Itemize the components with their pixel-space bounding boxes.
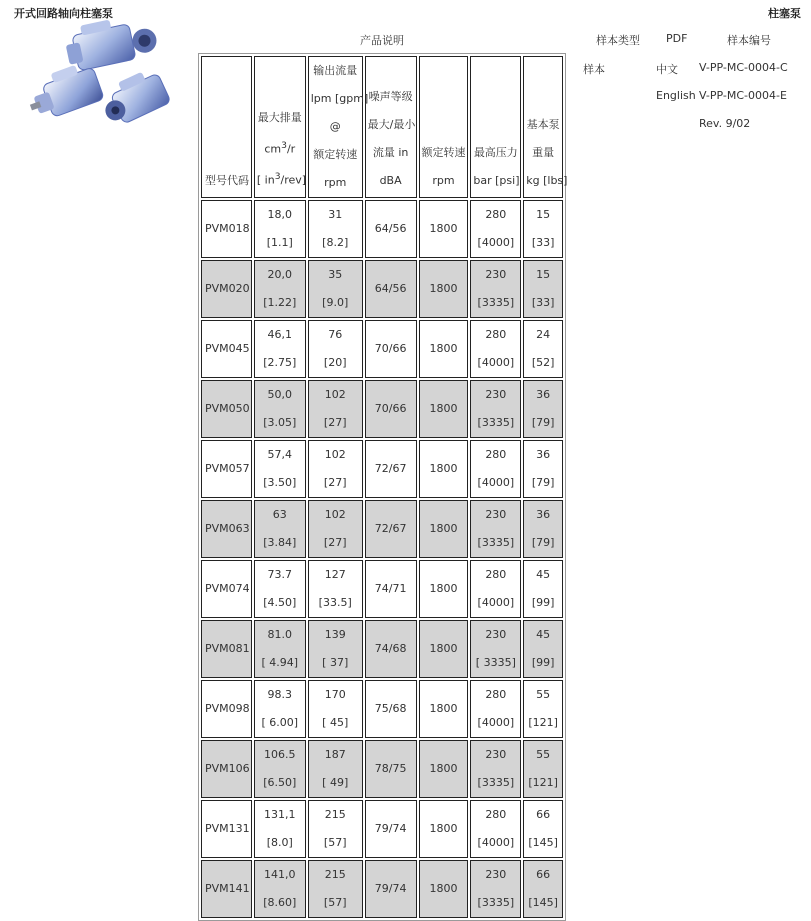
cell-displacement-value: [3.05] bbox=[263, 416, 297, 429]
cell-pressure-value: [4000] bbox=[477, 476, 515, 489]
cell-model-value: PVM045 bbox=[205, 342, 250, 355]
cell-weight bbox=[523, 860, 563, 918]
cell-speed bbox=[419, 380, 469, 438]
cell-displacement-value: [4.50] bbox=[263, 596, 297, 609]
cell-speed bbox=[419, 680, 469, 738]
cell-flow bbox=[308, 800, 363, 858]
cell-flow-value: 139 bbox=[324, 628, 346, 641]
cell-pressure-value: 280 bbox=[485, 208, 507, 221]
page-title: 开式回路轴向柱塞泵 bbox=[14, 7, 113, 20]
spec-table bbox=[198, 53, 566, 921]
cell-pressure bbox=[470, 740, 521, 798]
cell-model-value: PVM141 bbox=[205, 882, 250, 895]
col-header-pressure: 最高压力 bar [psi] bbox=[470, 56, 521, 198]
cell-displacement-value: [2.75] bbox=[263, 356, 297, 369]
cell-weight bbox=[523, 800, 563, 858]
cell-noise bbox=[365, 860, 417, 918]
cell-flow-value: [27] bbox=[323, 476, 347, 489]
cell-flow-value: [57] bbox=[323, 896, 347, 909]
cell-pressure-value: 230 bbox=[485, 268, 507, 281]
cell-model-value: PVM018 bbox=[205, 222, 250, 235]
cell-weight-value: 55 bbox=[536, 688, 551, 701]
cell-noise-value: 70/66 bbox=[374, 402, 407, 415]
cell-weight-value: [79] bbox=[531, 536, 555, 549]
cell-weight-value: 66 bbox=[536, 808, 551, 821]
cell-flow-value: 127 bbox=[324, 568, 346, 581]
cell-noise bbox=[365, 500, 417, 558]
cell-displacement bbox=[254, 260, 306, 318]
cell-weight-value: 66 bbox=[536, 868, 551, 881]
cell-noise bbox=[365, 680, 417, 738]
cell-weight-value: 15 bbox=[536, 208, 551, 221]
cell-model-value: PVM063 bbox=[205, 522, 250, 535]
table-row bbox=[201, 800, 563, 858]
cell-pressure bbox=[470, 680, 521, 738]
cell-weight bbox=[523, 620, 563, 678]
col-header-displacement: 最大排量 $cm^3/r$ [ $in^3/rev$] bbox=[254, 56, 306, 198]
cell-flow-value: [57] bbox=[323, 836, 347, 849]
cell-flow-value: 102 bbox=[324, 508, 346, 521]
table-row bbox=[201, 680, 563, 738]
cell-pressure bbox=[470, 500, 521, 558]
cell-displacement bbox=[254, 500, 306, 558]
cell-flow-value: 215 bbox=[324, 808, 346, 821]
cell-noise-value: 72/67 bbox=[374, 522, 407, 535]
cell-noise bbox=[365, 740, 417, 798]
cell-pressure-value: 280 bbox=[485, 568, 507, 581]
cell-weight bbox=[523, 200, 563, 258]
cell-model bbox=[201, 740, 252, 798]
table-row bbox=[201, 560, 563, 618]
cell-noise bbox=[365, 200, 417, 258]
cell-noise bbox=[365, 800, 417, 858]
cell-speed bbox=[419, 800, 469, 858]
cell-flow-value: [ 45] bbox=[322, 716, 349, 729]
cell-displacement-value: 98.3 bbox=[267, 688, 293, 701]
cell-displacement-value: 63 bbox=[272, 508, 287, 521]
cell-speed-value: 1800 bbox=[429, 522, 458, 535]
cell-displacement bbox=[254, 680, 306, 738]
cell-speed-value: 1800 bbox=[429, 222, 458, 235]
cell-model-value: PVM020 bbox=[205, 282, 250, 295]
table-row bbox=[201, 200, 563, 258]
cell-model bbox=[201, 260, 252, 318]
cell-speed bbox=[419, 440, 469, 498]
cell-weight bbox=[523, 440, 563, 498]
cell-pressure bbox=[470, 560, 521, 618]
cell-weight-value: [33] bbox=[531, 236, 555, 249]
info-chinese-link[interactable]: 中文 bbox=[656, 63, 678, 76]
cell-speed-value: 1800 bbox=[429, 342, 458, 355]
col-header-weight: 基本泵 重量 kg [lbs] bbox=[523, 56, 563, 198]
table-row bbox=[201, 440, 563, 498]
cell-displacement-value: 50,0 bbox=[267, 388, 293, 401]
cell-displacement-value: [3.84] bbox=[263, 536, 297, 549]
cell-weight-value: 45 bbox=[536, 628, 551, 641]
table-row bbox=[201, 620, 563, 678]
cell-pressure-value: 230 bbox=[485, 748, 507, 761]
category-title: 柱塞泵 bbox=[768, 7, 801, 20]
table-caption: 产品说明 bbox=[360, 34, 404, 47]
cell-flow-value: 35 bbox=[328, 268, 343, 281]
cell-flow-value: [27] bbox=[323, 536, 347, 549]
col-header-noise: 噪声等级 最大/最小 流量 in dBA bbox=[365, 56, 417, 198]
table-row bbox=[201, 740, 563, 798]
cell-pressure-value: 280 bbox=[485, 328, 507, 341]
cell-flow-value: [20] bbox=[323, 356, 347, 369]
cell-model-value: PVM074 bbox=[205, 582, 250, 595]
cell-pressure bbox=[470, 380, 521, 438]
info-type-value: 样本 bbox=[583, 63, 605, 76]
cell-weight-value: [145] bbox=[528, 896, 558, 909]
cell-displacement bbox=[254, 740, 306, 798]
cell-noise-value: 72/67 bbox=[374, 462, 407, 475]
cell-noise bbox=[365, 560, 417, 618]
cell-flow bbox=[308, 380, 363, 438]
cell-pressure-value: [3335] bbox=[477, 416, 515, 429]
table-row bbox=[201, 860, 563, 918]
cell-noise-value: 64/56 bbox=[374, 222, 407, 235]
cell-pressure bbox=[470, 860, 521, 918]
cell-speed bbox=[419, 320, 469, 378]
cell-model bbox=[201, 680, 252, 738]
cell-model-value: PVM106 bbox=[205, 762, 250, 775]
cell-speed-value: 1800 bbox=[429, 462, 458, 475]
cell-displacement-value: 57,4 bbox=[267, 448, 293, 461]
cell-displacement-value: [ 6.00] bbox=[261, 716, 299, 729]
cell-displacement-value: 18,0 bbox=[267, 208, 293, 221]
cell-speed-value: 1800 bbox=[429, 822, 458, 835]
cell-speed-value: 1800 bbox=[429, 282, 458, 295]
cell-model-value: PVM050 bbox=[205, 402, 250, 415]
cell-pressure bbox=[470, 800, 521, 858]
info-type-header: 样本类型 bbox=[596, 34, 640, 47]
cell-pressure bbox=[470, 200, 521, 258]
cell-flow-value: 170 bbox=[324, 688, 346, 701]
cell-pressure-value: 230 bbox=[485, 868, 507, 881]
cell-displacement bbox=[254, 560, 306, 618]
info-chinese-number: V-PP-MC-0004-C bbox=[699, 61, 788, 74]
cell-weight-value: [79] bbox=[531, 476, 555, 489]
cell-pressure bbox=[470, 320, 521, 378]
cell-noise-value: 75/68 bbox=[374, 702, 407, 715]
col-header-speed: 额定转速 rpm bbox=[419, 56, 469, 198]
cell-weight bbox=[523, 380, 563, 438]
col-header-flow: 输出流量 lpm [gpm] @ 额定转速 rpm bbox=[308, 56, 363, 198]
cell-pressure-value: [3335] bbox=[477, 776, 515, 789]
cell-speed-value: 1800 bbox=[429, 762, 458, 775]
col-header-model: 型号代码 bbox=[201, 56, 252, 198]
cell-flow-value: [ 49] bbox=[322, 776, 349, 789]
cell-model bbox=[201, 500, 252, 558]
cell-pressure-value: 230 bbox=[485, 628, 507, 641]
cell-model bbox=[201, 440, 252, 498]
cell-flow bbox=[308, 260, 363, 318]
cell-flow-value: [ 37] bbox=[322, 656, 349, 669]
cell-flow bbox=[308, 500, 363, 558]
cell-displacement-value: [3.50] bbox=[263, 476, 297, 489]
cell-weight-value: 36 bbox=[536, 388, 551, 401]
cell-weight bbox=[523, 260, 563, 318]
cell-flow-value: [27] bbox=[323, 416, 347, 429]
cell-flow bbox=[308, 860, 363, 918]
cell-weight-value: [52] bbox=[531, 356, 555, 369]
cell-displacement-value: 106.5 bbox=[264, 748, 296, 761]
cell-model bbox=[201, 620, 252, 678]
cell-weight-value: [33] bbox=[531, 296, 555, 309]
cell-flow-value: 76 bbox=[328, 328, 343, 341]
cell-model bbox=[201, 380, 252, 438]
cell-model-value: PVM057 bbox=[205, 462, 250, 475]
cell-speed bbox=[419, 200, 469, 258]
cell-weight bbox=[523, 680, 563, 738]
cell-pressure-value: 230 bbox=[485, 508, 507, 521]
cell-speed-value: 1800 bbox=[429, 882, 458, 895]
cell-weight-value: [121] bbox=[528, 716, 558, 729]
cell-flow bbox=[308, 440, 363, 498]
cell-noise-value: 70/66 bbox=[374, 342, 407, 355]
cell-pressure-value: [3335] bbox=[477, 536, 515, 549]
cell-weight-value: [145] bbox=[528, 836, 558, 849]
cell-weight-value: [99] bbox=[531, 656, 555, 669]
cell-speed bbox=[419, 860, 469, 918]
cell-pressure-value: [3335] bbox=[477, 296, 515, 309]
cell-model bbox=[201, 200, 252, 258]
cell-displacement-value: 131,1 bbox=[264, 808, 296, 821]
cell-speed bbox=[419, 620, 469, 678]
cell-speed bbox=[419, 500, 469, 558]
cell-pressure-value: [4000] bbox=[477, 596, 515, 609]
table-header-row bbox=[201, 56, 563, 198]
cell-model bbox=[201, 560, 252, 618]
cell-noise bbox=[365, 440, 417, 498]
table-row bbox=[201, 500, 563, 558]
cell-speed-value: 1800 bbox=[429, 582, 458, 595]
cell-noise-value: 74/71 bbox=[374, 582, 407, 595]
cell-displacement-value: [8.0] bbox=[266, 836, 293, 849]
cell-flow-value: 215 bbox=[324, 868, 346, 881]
cell-noise bbox=[365, 380, 417, 438]
cell-noise-value: 79/74 bbox=[374, 822, 407, 835]
cell-weight-value: 36 bbox=[536, 508, 551, 521]
cell-speed-value: 1800 bbox=[429, 402, 458, 415]
cell-weight-value: 15 bbox=[536, 268, 551, 281]
cell-pressure bbox=[470, 260, 521, 318]
cell-displacement bbox=[254, 800, 306, 858]
table-row bbox=[201, 260, 563, 318]
cell-speed bbox=[419, 260, 469, 318]
cell-flow-value: 31 bbox=[328, 208, 343, 221]
cell-flow-value: 102 bbox=[324, 388, 346, 401]
cell-noise bbox=[365, 620, 417, 678]
cell-displacement-value: 141,0 bbox=[264, 868, 296, 881]
cell-speed-value: 1800 bbox=[429, 702, 458, 715]
cell-displacement-value: [6.50] bbox=[263, 776, 297, 789]
cell-speed-value: 1800 bbox=[429, 642, 458, 655]
cell-speed bbox=[419, 740, 469, 798]
cell-pressure-value: [4000] bbox=[477, 716, 515, 729]
cell-displacement bbox=[254, 440, 306, 498]
cell-displacement bbox=[254, 860, 306, 918]
cell-noise-value: 64/56 bbox=[374, 282, 407, 295]
piston-pump-photo-icon bbox=[24, 26, 168, 144]
cell-weight-value: [99] bbox=[531, 596, 555, 609]
info-english-number: V-PP-MC-0004-E bbox=[699, 89, 787, 102]
cell-weight-value: 24 bbox=[536, 328, 551, 341]
cell-displacement-value: 20,0 bbox=[267, 268, 293, 281]
cell-flow-value: 102 bbox=[324, 448, 346, 461]
cell-flow bbox=[308, 680, 363, 738]
cell-noise bbox=[365, 260, 417, 318]
cell-pressure-value: [3335] bbox=[477, 896, 515, 909]
table-row bbox=[201, 380, 563, 438]
info-number-header: 样本编号 bbox=[727, 34, 771, 47]
cell-model-value: PVM131 bbox=[205, 822, 250, 835]
cell-flow-value: [8.2] bbox=[322, 236, 349, 249]
cell-model bbox=[201, 800, 252, 858]
cell-displacement-value: [8.60] bbox=[263, 896, 297, 909]
cell-weight-value: [79] bbox=[531, 416, 555, 429]
cell-displacement-value: [ 4.94] bbox=[261, 656, 299, 669]
cell-displacement-value: [1.22] bbox=[263, 296, 297, 309]
cell-weight-value: 55 bbox=[536, 748, 551, 761]
cell-weight bbox=[523, 500, 563, 558]
cell-flow-value: [33.5] bbox=[318, 596, 352, 609]
cell-displacement bbox=[254, 620, 306, 678]
cell-displacement-value: 46,1 bbox=[267, 328, 293, 341]
cell-weight bbox=[523, 560, 563, 618]
info-pdf-header: PDF bbox=[666, 32, 688, 45]
cell-pressure bbox=[470, 440, 521, 498]
cell-noise-value: 79/74 bbox=[374, 882, 407, 895]
cell-weight-value: [121] bbox=[528, 776, 558, 789]
cell-displacement bbox=[254, 200, 306, 258]
cell-flow bbox=[308, 740, 363, 798]
cell-pressure bbox=[470, 620, 521, 678]
info-english-link[interactable]: English bbox=[656, 89, 696, 102]
cell-weight bbox=[523, 740, 563, 798]
cell-displacement bbox=[254, 380, 306, 438]
info-revision: Rev. 9/02 bbox=[699, 117, 751, 130]
cell-model-value: PVM081 bbox=[205, 642, 250, 655]
cell-weight-value: 36 bbox=[536, 448, 551, 461]
cell-flow bbox=[308, 320, 363, 378]
cell-pressure-value: 280 bbox=[485, 808, 507, 821]
cell-weight-value: 45 bbox=[536, 568, 551, 581]
cell-pressure-value: [ 3335] bbox=[475, 656, 516, 669]
cell-weight bbox=[523, 320, 563, 378]
cell-displacement-value: [1.1] bbox=[266, 236, 293, 249]
cell-noise-value: 78/75 bbox=[374, 762, 407, 775]
cell-displacement bbox=[254, 320, 306, 378]
cell-noise-value: 74/68 bbox=[374, 642, 407, 655]
cell-pressure-value: [4000] bbox=[477, 236, 515, 249]
cell-noise bbox=[365, 320, 417, 378]
cell-speed bbox=[419, 560, 469, 618]
cell-pressure-value: 280 bbox=[485, 688, 507, 701]
cell-model-value: PVM098 bbox=[205, 702, 250, 715]
cell-pressure-value: 280 bbox=[485, 448, 507, 461]
cell-displacement-value: 73.7 bbox=[267, 568, 293, 581]
cell-flow bbox=[308, 620, 363, 678]
cell-pressure-value: 230 bbox=[485, 388, 507, 401]
cell-flow bbox=[308, 200, 363, 258]
cell-pressure-value: [4000] bbox=[477, 356, 515, 369]
cell-flow bbox=[308, 560, 363, 618]
cell-flow-value: [9.0] bbox=[322, 296, 349, 309]
cell-pressure-value: [4000] bbox=[477, 836, 515, 849]
cell-displacement-value: 81.0 bbox=[267, 628, 293, 641]
cell-model bbox=[201, 320, 252, 378]
cell-flow-value: 187 bbox=[324, 748, 346, 761]
cell-model bbox=[201, 860, 252, 918]
table-row bbox=[201, 320, 563, 378]
